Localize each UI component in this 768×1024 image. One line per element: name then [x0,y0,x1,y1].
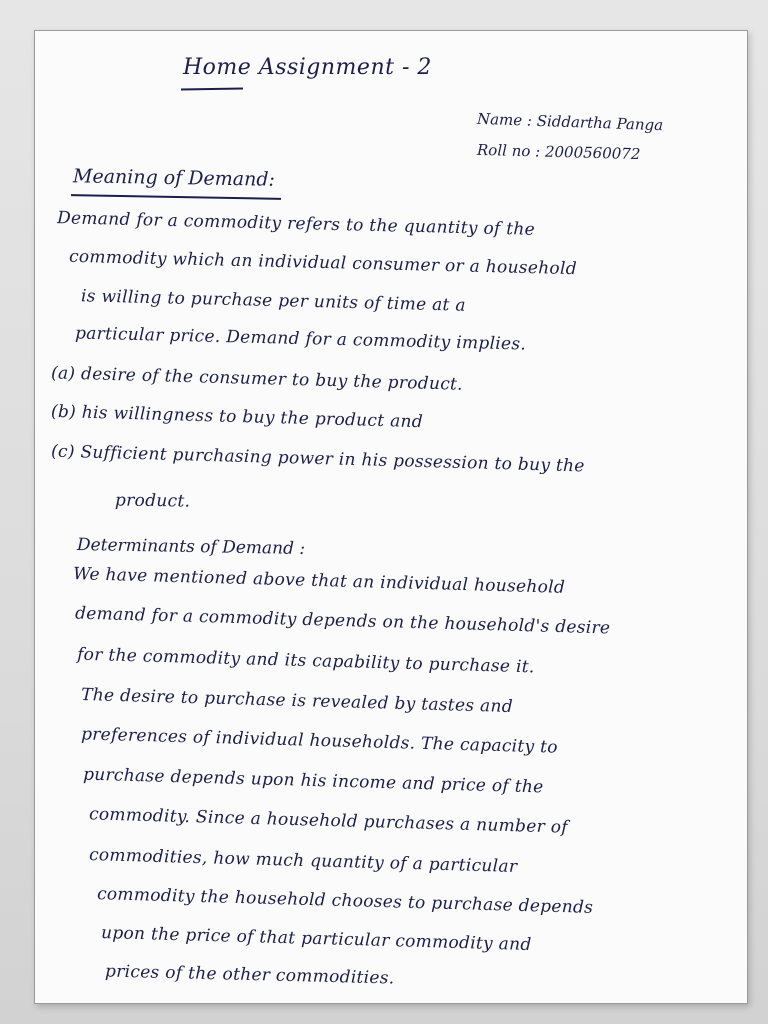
heading-meaning-of-demand: Meaning of Demand: [72,165,276,191]
assignment-title: Home Assignment - 2 [183,55,432,80]
determinant-line-4: The desire to purchase is revealed by tastes and [80,684,514,718]
student-name: Name : Siddartha Panga [476,109,664,135]
heading-determinants-of-demand: Determinants of Demand : [76,535,306,559]
meaning-line-5: (a) desire of the consumer to buy the product. [50,363,464,395]
determinant-line-2: demand for a commodity depends on the household's desire [74,603,611,639]
assignment-sheet [34,30,748,1004]
determinant-line-8: commodities, how much quantity of a particular [88,845,518,877]
determinant-line-3: for the commodity and its capability to purchase it. [76,644,535,678]
meaning-line-3: is willing to purchase per units of time at a [80,286,467,316]
meaning-line-8: product. [114,490,191,512]
determinant-line-5: preferences of individual households. The capacity to [80,724,559,758]
title-underline [181,87,243,90]
meaning-line-4: particular price. Demand for a commodity implies. [74,323,527,355]
determinant-line-1: We have mentioned above that an individual household [72,564,566,598]
roll-number: Roll no : 2000560072 [476,140,641,164]
determinant-line-10: upon the price of that particular commodity and [100,922,532,956]
meaning-line-6: (b) his willingness to buy the product and [50,401,424,433]
heading-underline [71,194,281,200]
meaning-line-2: commodity which an individual consumer or a household [68,246,578,280]
determinant-line-6: purchase depends upon his income and price of the [82,764,544,798]
determinant-line-9: commodity the household chooses to purchase depends [96,884,594,918]
determinant-line-7: commodity. Since a household purchases a number of [88,804,569,838]
determinant-line-11: prices of the other commodities. [104,961,395,989]
meaning-line-7: (c) Sufficient purchasing power in his possession to buy the [50,441,585,477]
meaning-line-1: Demand for a commodity refers to the quantity of the [56,208,536,240]
